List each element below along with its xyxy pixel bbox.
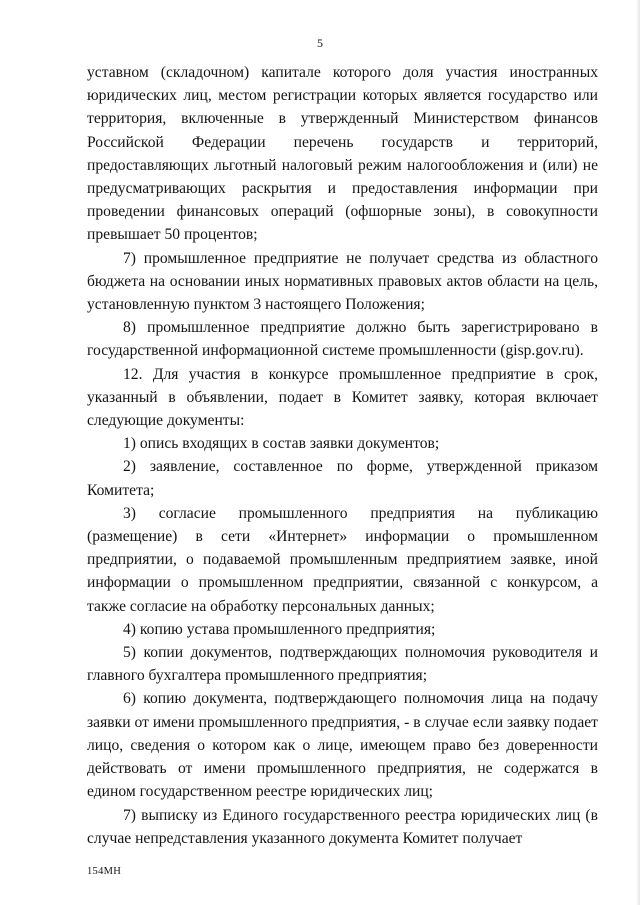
paragraph-item-7: 7) промышленное предприятие не получает средства из областного бюджета на основании иных нормативных правовых актов области на цель, установленную пунктом 3 настоящего Положения; [87,249,598,314]
document-body [87,61,598,850]
paragraph-document-6: 6) копию документа, подтверждающего полномочия лица на подачу заявки от имени промышленного предприятия, - в случае если заявку подает лицо, сведения о котором как о лице, имеющем право без доверенности действовать от имени промышленного предприятия, не содержатся в едином государственном реестре юридических лиц; [87,690,598,801]
paragraph-document-2: 2) заявление, составленное по форме, утвержденной приказом Комитета; [87,458,598,499]
paragraph-item-8: 8) промышленное предприятие должно быть зарегистрировано в государственной информационной системе промышленности (gisp.gov.ru). [87,319,598,360]
paragraph-document-5: 5) копии документов, подтверждающих полномочия руководителя и главного бухгалтера промышленного предприятия; [87,644,598,685]
paragraph-section-12: 12. Для участия в конкурсе промышленное предприятие в срок, указанный в объявлении, подает в Комитет заявку, которая включает следующие документы: [87,365,598,430]
paragraph-document-7: 7) выписку из Единого государственного реестра юридических лиц (в случае непредставления указанного документа Комитет получает [87,806,598,847]
scan-edge-shadow [636,0,640,905]
page-number: 5 [317,36,323,50]
paragraph-document-3: 3) согласие промышленного предприятия на публикацию (размещение) в сети «Интернет» информации о промышленном предприятии, о подаваемой промышленным предприятием заявке, иной информации о промышленном предприятии, связанной с конкурсом, а также согласие на обработку персональных данных; [87,504,598,615]
paragraph-document-1: 1) опись входящих в состав заявки документов; [123,435,440,453]
paragraph-document-4: 4) копию устава промышленного предприятия; [123,620,436,638]
footer-document-code: 154МН [87,866,122,877]
paragraph-continuation: уставном (складочном) капитале которого доля участия иностранных юридических лиц, местом регистрации которых является государство или территория, включенные в утвержденный Министерством финансов Российской Федерации перечень государств и территорий, предоставляющих льготный налоговый режим налогообложения и (или) не предусматривающих раскрытия и предоставления информации при проведении финансовых операций (офшорные зоны), в совокупности превышает 50 процентов; [87,64,598,244]
